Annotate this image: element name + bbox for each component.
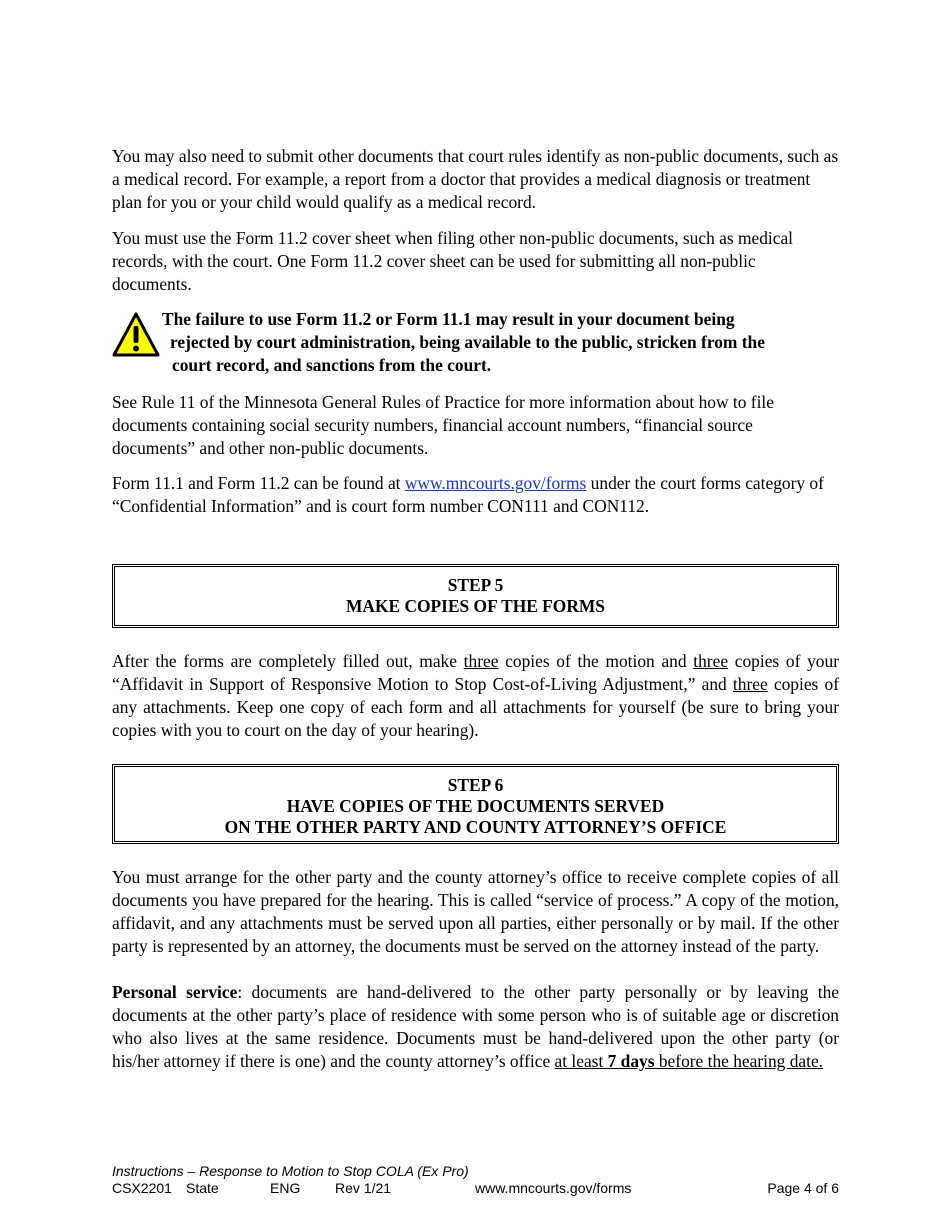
- forms-text-after: under the court forms category of “Confidential Information” and is court form number CON111 and CON112.: [112, 473, 824, 516]
- step-5-title: MAKE COPIES OF THE FORMS: [346, 596, 605, 616]
- footer-page-number: Page 4 of 6: [767, 1180, 839, 1196]
- page-footer: [112, 1163, 839, 1197]
- step-6-box: [112, 764, 839, 844]
- mncourts-forms-link[interactable]: www.mncourts.gov/forms: [404, 473, 587, 493]
- footer-form-code: CSX2201: [112, 1180, 172, 1196]
- copies-three: three: [693, 651, 729, 671]
- copies-three: three: [732, 674, 768, 694]
- warning-line: The failure to use Form 11.2 or Form 11.1 may result in your document being: [162, 309, 735, 329]
- step-6-title: HAVE COPIES OF THE DOCUMENTS SERVED: [286, 796, 665, 816]
- paragraph-make-copies: [112, 650, 839, 742]
- deadline-underlined: [555, 1051, 824, 1071]
- footer-title: Instructions – Response to Motion to Stop COLA (Ex Pro): [112, 1163, 469, 1179]
- copies-three: three: [463, 651, 499, 671]
- step-6-label: STEP 6: [447, 775, 504, 795]
- paragraph-form-11-2: You must use the Form 11.2 cover sheet when filing other non-public documents, such as medical records, with the court. One Form 11.2 cover sheet can be used for submitting all non-public documents.: [112, 228, 794, 294]
- footer-url: www.mncourts.gov/forms: [475, 1180, 632, 1196]
- step-5-label: STEP 5: [447, 575, 504, 595]
- paragraph-forms-location: [112, 472, 839, 518]
- copies-text: copies of any attachments. Keep one copy of each form and all attachments for yourself (be sure to bring your copies with you to court on the day of your hearing).: [112, 674, 839, 740]
- copies-text: copies of the motion and: [498, 651, 694, 671]
- paragraph-service-of-process: You must arrange for the other party and the county attorney’s office to receive complete copies of all documents you have prepared for the hearing. This is called “service of process.” A copy of the motion, affidavit, and any attachments must be served upon all parties, either personally or by mail. If the other party is represented by an attorney, the documents must be served on the attorney instead of the party.: [112, 867, 839, 956]
- warning-notice: [112, 308, 839, 377]
- copies-text: copies of your “Affidavit in Support of Responsive Motion to Stop Cost-of-Living Adjustment,” and: [112, 651, 839, 694]
- footer-meta-row: [112, 1180, 839, 1197]
- footer-language: ENG: [270, 1180, 301, 1196]
- paragraph-rule-11: See Rule 11 of the Minnesota General Rules of Practice for more information about how to file documents containing social security numbers, financial account numbers, “financial source documents” and other non-public documents.: [112, 392, 774, 458]
- personal-service-text: : documents are hand-delivered to the other party personally or by leaving the documents at the other party’s place of residence with some person who is of suitable age or discretion who also lives at the same residence. Documents must be hand-delivered upon the other party (or his/her attorney if there is one) and the county attorney’s office: [112, 982, 839, 1071]
- forms-text-before: Form 11.1 and Form 11.2 can be found at: [112, 473, 405, 493]
- paragraph-personal-service: [112, 981, 839, 1073]
- warning-text: [162, 308, 765, 377]
- document-body: [112, 145, 839, 1073]
- warning-line: rejected by court administration, being available to the public, stricken from the: [170, 332, 765, 352]
- warning-icon: [112, 311, 160, 359]
- deadline-text: before the hearing date.: [654, 1051, 824, 1071]
- deadline-text: at least: [554, 1051, 608, 1071]
- warning-line: court record, and sanctions from the court.: [172, 355, 492, 375]
- copies-text: After the forms are completely filled out, make: [112, 651, 464, 671]
- footer-revision: Rev 1/21: [335, 1180, 392, 1196]
- paragraph-nonpublic-documents: You may also need to submit other documents that court rules identify as non-public documents, such as a medical record. For example, a report from a doctor that provides a medical diagnosis or treatment plan for you or your child would qualify as a medical record.: [112, 146, 839, 212]
- footer-state: State: [186, 1180, 219, 1196]
- step-5-box: [112, 564, 839, 628]
- deadline-days: 7 days: [607, 1051, 655, 1071]
- step-6-subtitle: ON THE OTHER PARTY AND COUNTY ATTORNEY’S OFFICE: [224, 817, 727, 837]
- personal-service-heading: Personal service: [112, 982, 238, 1002]
